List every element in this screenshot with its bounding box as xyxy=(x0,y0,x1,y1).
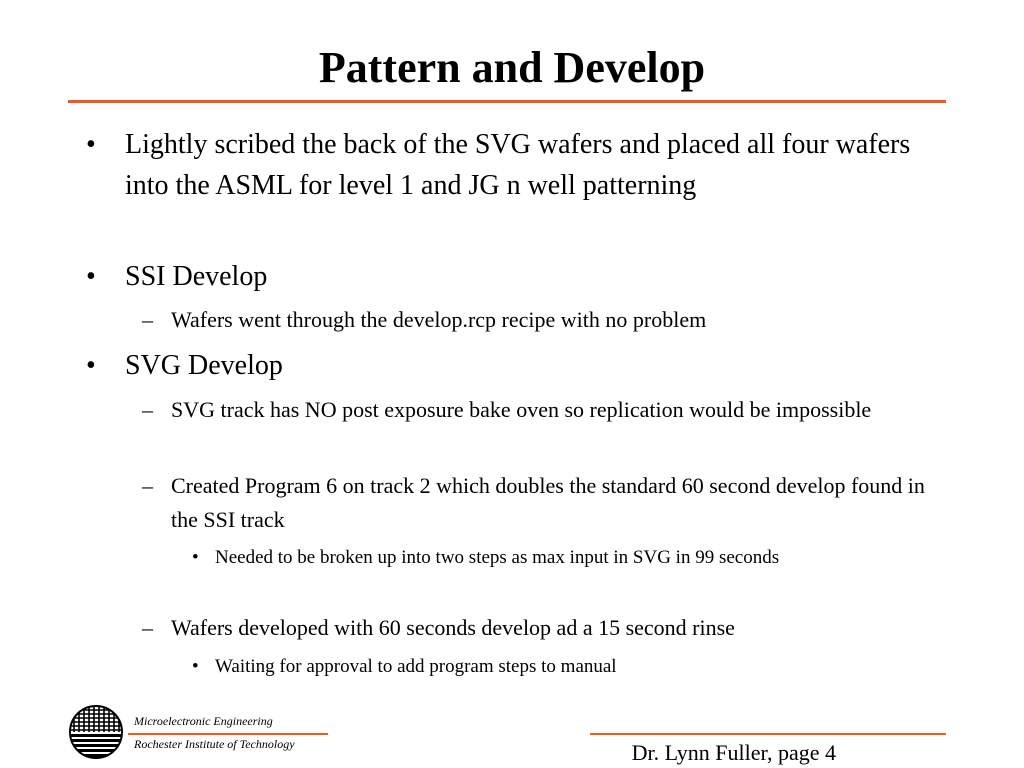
dash-marker: – xyxy=(142,397,153,422)
footer-divider-right xyxy=(590,733,946,735)
page-title: Pattern and Develop xyxy=(318,43,706,92)
bullet-marker: • xyxy=(86,129,96,160)
dash-marker: – xyxy=(142,615,153,640)
page-number-label: Dr. Lynn Fuller, page 4 xyxy=(631,740,836,765)
bullet-marker: • xyxy=(192,656,199,677)
bullet-marker: • xyxy=(192,547,199,568)
bullet-item: SVG Develop xyxy=(125,350,283,381)
sub-sub-bullet-item: Needed to be broken up into two steps as max input in SVG in 99 seconds xyxy=(215,547,780,568)
bullet-item: Lightly scribed the back of the SVG wafers and placed all four wafers into the ASML for level 1 and JG n well patterning xyxy=(125,129,911,201)
sub-bullet-item: Wafers went through the develop.rcp recipe with no problem xyxy=(171,307,707,332)
sub-bullet-item: Created Program 6 on track 2 which doubles the standard 60 second develop found in the SSI track xyxy=(171,473,925,532)
bullet-marker: • xyxy=(86,350,96,381)
footer-divider-left xyxy=(128,733,328,735)
dash-marker: – xyxy=(142,473,153,498)
bullet-marker: • xyxy=(86,261,96,292)
footer-department: Microelectronic Engineering xyxy=(134,714,273,728)
rit-wafer-logo-icon xyxy=(68,704,124,760)
sub-bullet-item: SVG track has NO post exposure bake oven so replication would be impossible xyxy=(171,397,872,422)
footer-institute: Rochester Institute of Technology xyxy=(134,737,295,751)
sub-sub-bullet-item: Waiting for approval to add program steps to manual xyxy=(215,656,617,677)
dash-marker: – xyxy=(142,307,153,332)
bullet-item: SSI Develop xyxy=(125,261,268,292)
sub-bullet-item: Wafers developed with 60 seconds develop ad a 15 second rinse xyxy=(171,615,735,640)
